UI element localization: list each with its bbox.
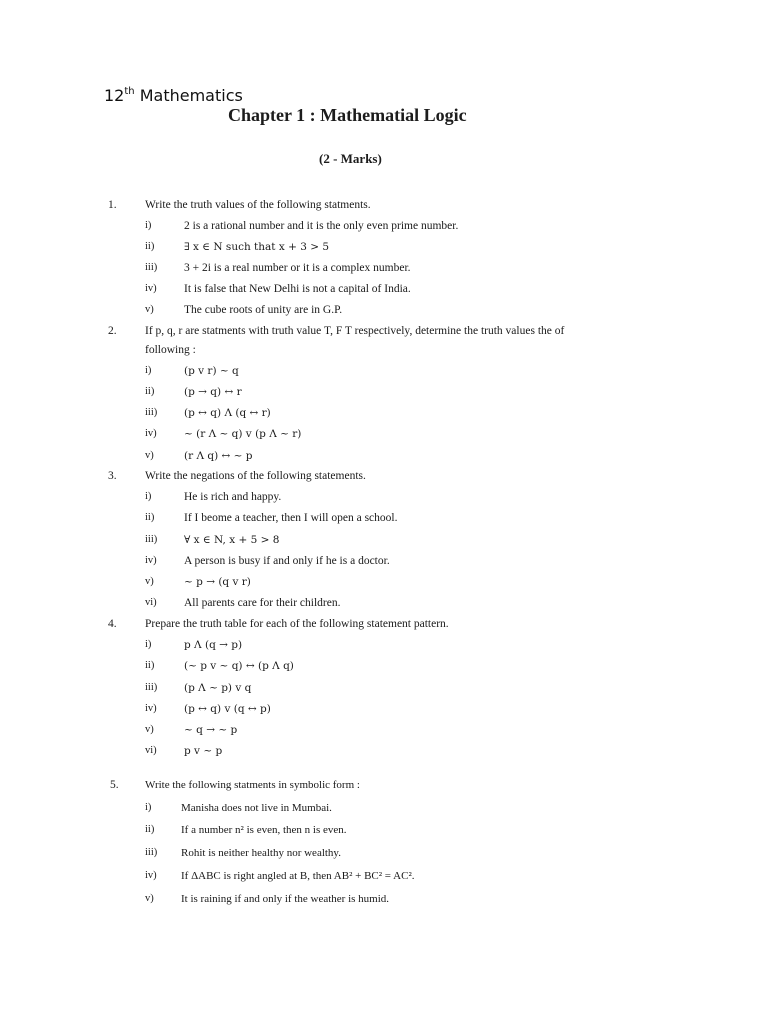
list-item-text: (~ p v ~ q) ↔ (p Λ q) (184, 660, 294, 672)
list-item-number: i) (145, 220, 152, 231)
list-item-number: v) (145, 304, 154, 315)
list-item-number: vi) (145, 597, 157, 608)
list-item-text: If ΔABC is right angled at B, then AB² + BC² = AC². (181, 870, 415, 882)
list-item-number: iii) (145, 534, 158, 545)
list-item-text: (p Λ ~ p) v q (184, 682, 252, 694)
question-1-number: 1. (108, 199, 117, 211)
question-2-text: If p, q, r are statments with truth value T, F T respectively, determine the truth values the of (145, 325, 565, 337)
list-item-text: ∃ x ∈ N such that x + 3 > 5 (184, 241, 330, 253)
question-3-number: 3. (108, 470, 117, 482)
list-item-number: v) (145, 450, 154, 461)
marks-label: (2 - Marks) (319, 151, 382, 166)
question-5-number: 5. (110, 779, 119, 791)
list-item-text: ~ (r Λ ~ q) v (p Λ ~ r) (184, 428, 302, 440)
list-item-number: ii) (145, 512, 155, 523)
list-item-number: iii) (145, 407, 158, 418)
question-1-text: Write the truth values of the following statments. (145, 199, 371, 211)
list-item-text: ~ q → ~ p (184, 724, 238, 736)
list-item-text: The cube roots of unity are in G.P. (184, 304, 343, 316)
list-item-number: i) (145, 491, 152, 502)
grade-suffix: th (124, 86, 135, 97)
list-item-number: ii) (145, 241, 155, 252)
list-item-text: p v ~ p (184, 745, 223, 757)
list-item-text: A person is busy if and only if he is a doctor. (184, 555, 390, 567)
list-item-text: (p → q) ↔ r (184, 386, 242, 398)
list-item-number: iii) (145, 682, 158, 693)
list-item-number: v) (145, 576, 154, 587)
question-5-text: Write the following statments in symbolic form : (145, 779, 360, 791)
list-item-number: v) (145, 893, 154, 904)
list-item-text: (p v r) ~ q (184, 365, 239, 377)
list-item-text: (r Λ q) ↔ ~ p (184, 450, 253, 462)
list-item-number: iv) (145, 283, 157, 294)
question-2-text-continued: following : (145, 344, 196, 356)
list-item-text: If a number n² is even, then n is even. (181, 824, 347, 836)
list-item-number: i) (145, 639, 152, 650)
list-item-text: p Λ (q → p) (184, 639, 243, 651)
list-item-number: vi) (145, 745, 157, 756)
list-item-number: iv) (145, 428, 157, 439)
list-item-text: 3 + 2i is a real number or it is a complex number. (184, 262, 411, 274)
list-item-number: iii) (145, 847, 158, 858)
page-header (104, 86, 243, 105)
list-item-number: v) (145, 724, 154, 735)
list-item-text: (p ↔ q) Λ (q ↔ r) (184, 407, 271, 419)
question-2-number: 2. (108, 325, 117, 337)
list-item-text: ∀ x ∈ N, x + 5 > 8 (184, 534, 280, 546)
list-item-number: i) (145, 802, 152, 813)
list-item-text: 2 is a rational number and it is the only even prime number. (184, 220, 459, 232)
list-item-text: (p ↔ q) v (q ↔ p) (184, 703, 271, 715)
question-4-text: Prepare the truth table for each of the following statement pattern. (145, 618, 449, 630)
list-item-text: If I beome a teacher, then I will open a school. (184, 512, 398, 524)
list-item-number: ii) (145, 660, 155, 671)
list-item-text: He is rich and happy. (184, 491, 282, 503)
chapter-title: Chapter 1 : Mathematial Logic (228, 105, 467, 125)
grade-number: 12 (104, 86, 125, 105)
list-item-number: iv) (145, 703, 157, 714)
list-item-text: It is raining if and only if the weather is humid. (181, 893, 390, 905)
list-item-text: It is false that New Delhi is not a capital of India. (184, 283, 411, 295)
list-item-number: iii) (145, 262, 158, 273)
list-item-number: ii) (145, 824, 155, 835)
list-item-text: Manisha does not live in Mumbai. (181, 802, 332, 814)
list-item-number: ii) (145, 386, 155, 397)
list-item-text: ~ p → (q v r) (184, 576, 251, 588)
list-item-number: iv) (145, 870, 157, 881)
list-item-text: All parents care for their children. (184, 597, 341, 609)
question-4-number: 4. (108, 618, 117, 630)
list-item-number: i) (145, 365, 152, 376)
subject-label: Mathematics (134, 86, 243, 105)
question-3-text: Write the negations of the following statements. (145, 470, 366, 482)
list-item-number: iv) (145, 555, 157, 566)
list-item-text: Rohit is neither healthy nor wealthy. (181, 847, 341, 859)
